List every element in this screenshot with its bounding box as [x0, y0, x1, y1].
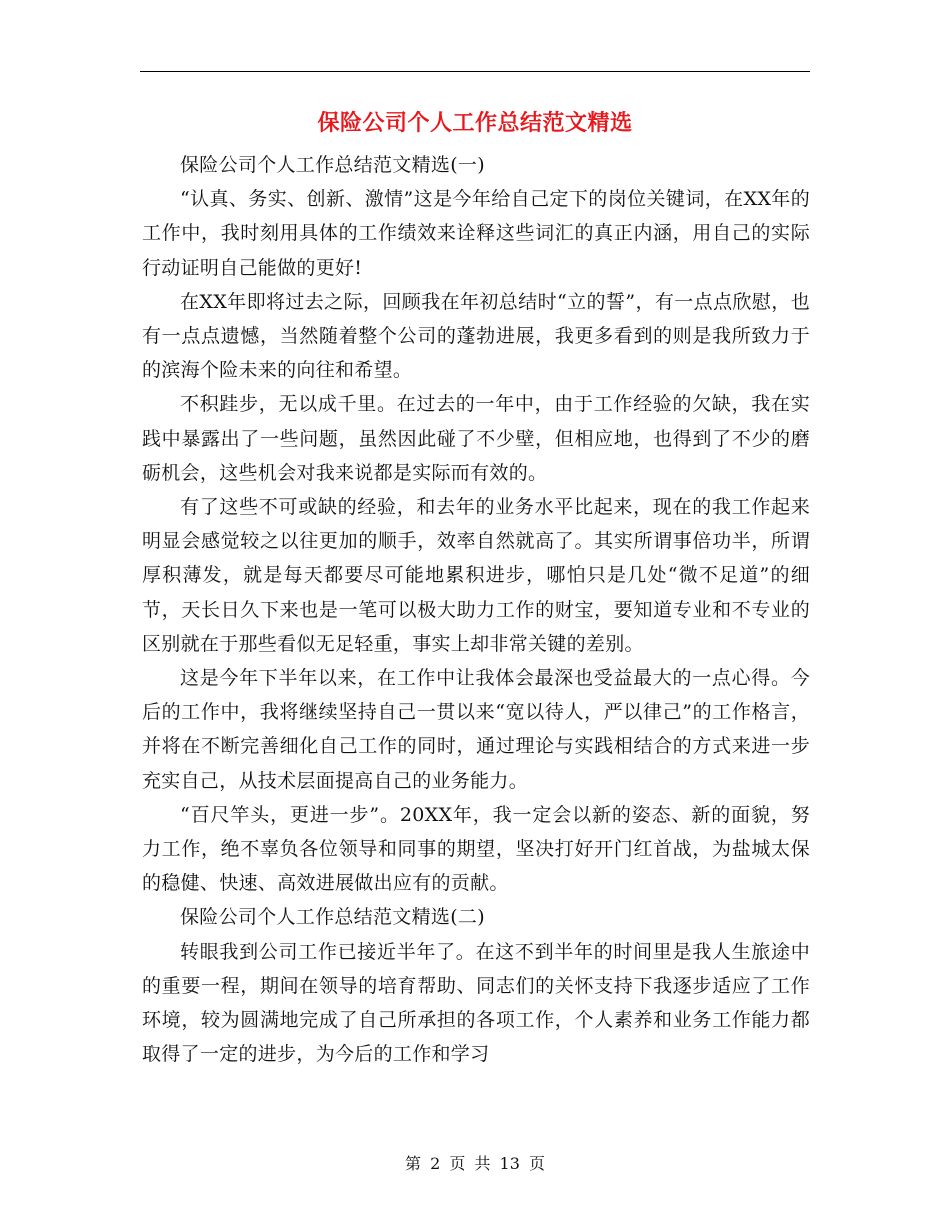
document-body	[142, 148, 810, 1071]
document-title: 保险公司个人工作总结范文精选	[317, 111, 633, 136]
section-heading-2: 保险公司个人工作总结范文精选(二)	[180, 906, 485, 929]
page-footer: 第 2 页 共 13 页	[405, 1154, 545, 1173]
section-heading-1: 保险公司个人工作总结范文精选(一)	[180, 154, 485, 176]
paragraph: “认真、务实、创新、激情”这是今年给自己定下的岗位关键词，在XX年的工作中，我时刻用具体的工作绩效来诠释这些词汇的真正内涵，用自己的实际行动证明自己能做的更好!	[142, 188, 810, 279]
header-rule	[140, 71, 810, 72]
paragraph: 转眼我到公司工作已接近半年了。在这不到半年的时间里是我人生旅途中的重要一程，期间在领导的培育帮助、同志们的关怀支持下我逐步适应了工作环境，较为圆满地完成了自己所承担的各项工作，个人素养和业务工作能力都取得了一定的进步，为今后的工作和学习	[142, 940, 810, 1066]
paragraph: “百尺竿头，更进一步”。20XX年，我一定会以新的姿态、新的面貌，努力工作，绝不辜负各位领导和同事的期望，坚决打好开门红首战，为盐城太保的稳健、快速、高效进展做出应有的贡献。	[142, 803, 810, 895]
paragraph: 这是今年下半年以来，在工作中让我体会最深也受益最大的一点心得。今后的工作中，我将继续坚持自己一贯以来“宽以待人，严以律己”的工作格言，并将在不断完善细化自己工作的同时，通过理论与实践相结合的方式来进一步充实自己，从技术层面提高自己的业务能力。	[142, 667, 810, 792]
paragraph: 不积跬步，无以成千里。在过去的一年中，由于工作经验的欠缺，我在实践中暴露出了一些问题，虽然因此碰了不少壁，但相应地，也得到了不少的磨砺机会，这些机会对我来说都是实际而有效的。	[142, 393, 810, 484]
paragraph: 有了这些不可或缺的经验，和去年的业务水平比起来，现在的我工作起来明显会感觉较之以往更加的顺手，效率自然就高了。其实所谓事倍功半，所谓厚积薄发，就是每天都要尽可能地累积进步，哪怕只是几处“微不足道”的细节，天长日久下来也是一笔可以极大助力工作的财宝，要知道专业和不专业的区别就在于那些看似无足轻重，事实上却非常关键的差别。	[142, 496, 810, 655]
paragraph: 在XX年即将过去之际，回顾我在年初总结时“立的誓”，有一点点欣慰，也有一点点遗憾，当然随着整个公司的蓬勃进展，我更多看到的则是我所致力于的滨海个险未来的向往和希望。	[142, 290, 810, 382]
